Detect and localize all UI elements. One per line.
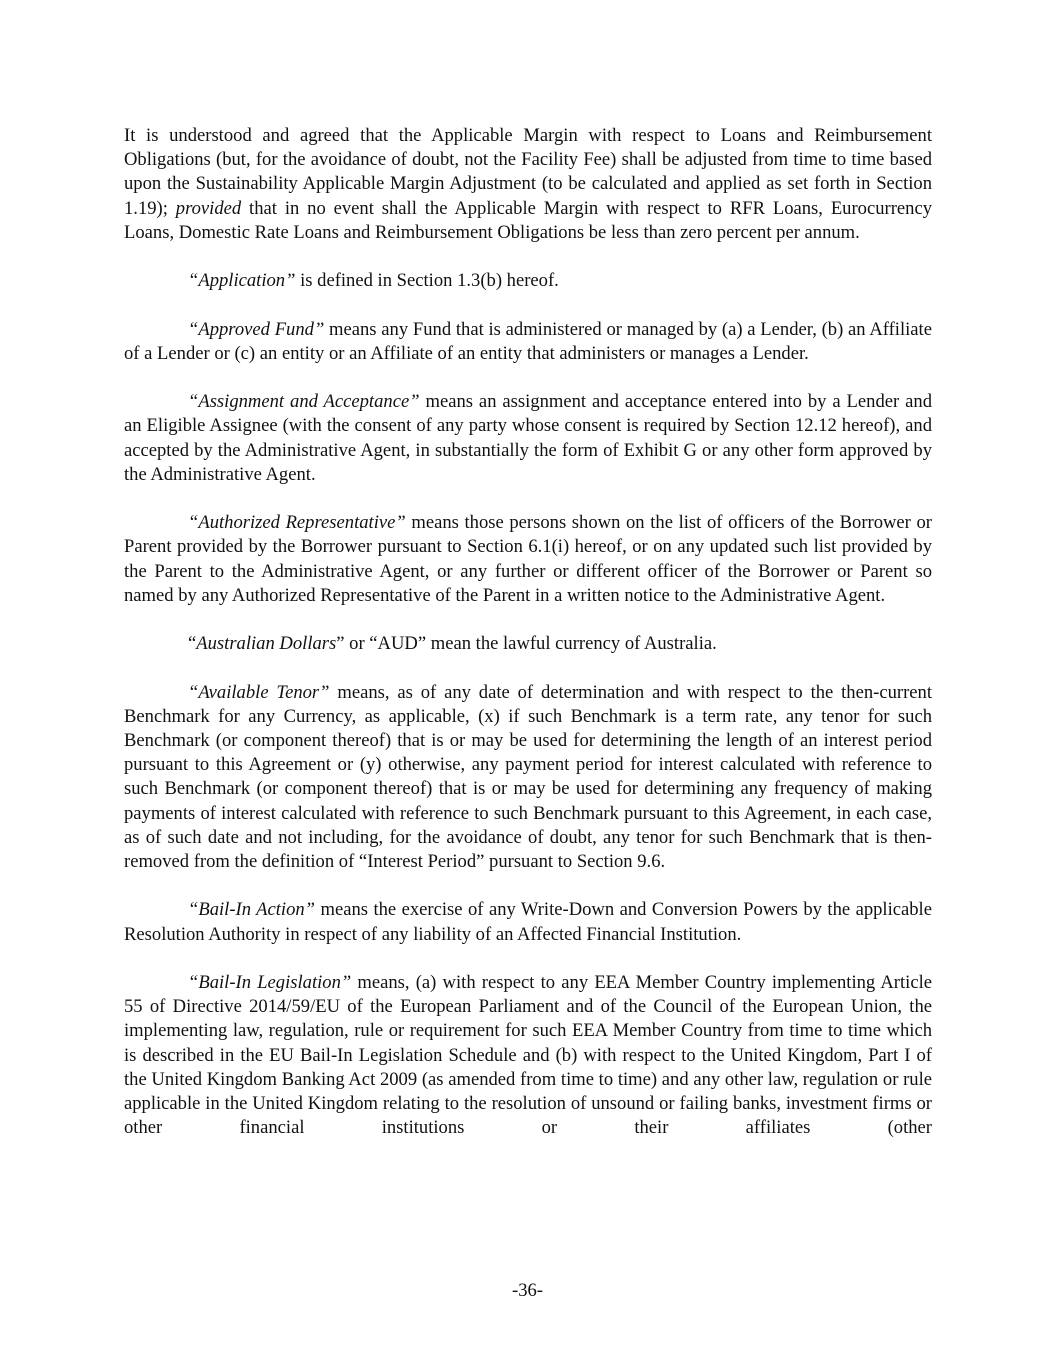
italic-provided: provided [175,197,242,219]
definition-text: ” or “AUD” mean the lawful currency of Australia. [336,633,717,655]
page-number: -36- [512,1280,543,1301]
definition-text: means any Fund that is administered or managed by (a) a Lender, (b) an Affiliate of a Lender or (c) an entity or an Affiliate of an entity that administers or manages a Lender. [124,318,932,364]
definition-authorized-representative [124,511,932,608]
definition-available-tenor [124,681,932,875]
definition-text: means the exercise of any Write-Down and Conversion Powers by the applicable Resolution Authority in respect of any liability of an Affected Financial Institution. [124,899,932,945]
definition-australian-dollars [124,632,932,656]
defined-term: “Application” [188,270,296,292]
open-quote: “ [188,633,197,655]
definition-approved-fund [124,318,932,366]
definition-bail-in-legislation [124,971,932,1140]
defined-term: “Bail-In Legislation” [188,971,352,993]
document-body [124,124,932,1140]
definition-text: means, (a) with respect to any EEA Member Country implementing Article 55 of Directive 2014/59/EU of the European Parliament and of the Council of the European Union, the implementing law, regulation, rule or requirement for such EEA Member Country from time to time which is described in the EU Bail-In Legislation Schedule and (b) with respect to the United Kingdom, Part I of the United Kingdom Banking Act 2009 (as amended from time to time) and any other law, regulation or rule applicable in the United Kingdom relating to the resolution of unsound or failing banks, investment firms or other financial institutions or their affiliates (other [124,971,932,1139]
definition-text: means, as of any date of determination and with respect to the then-current Benchmark for any Currency, as applicable, (x) if such Benchmark is a term rate, any tenor for such Benchmark (or component thereof) that is or may be used for determining the length of an interest period pursuant to this Agreement or (y) otherwise, any payment period for interest calculated with reference to such Benchmark (or component thereof) that is or may be used for determining any frequency of making payments of interest calculated with reference to such Benchmark pursuant to this Agreement, in each case, as of such date and not including, for the avoidance of doubt, any tenor for such Benchmark that is then-removed from the definition of “Interest Period” pursuant to Section 9.6. [124,681,932,872]
definition-text: is defined in Section 1.3(b) hereof. [295,270,559,292]
definition-text: means an assignment and acceptance entered into by a Lender and an Eligible Assignee (with the consent of any party whose consent is required by Section 12.12 hereof), and accepted by the Administrative Agent, in substantially the form of Exhibit G or any other form approved by the Administrative Agent. [124,391,932,485]
defined-term: Australian Dollars [196,633,337,655]
defined-term: “Bail-In Action” [188,899,316,921]
defined-term: “Authorized Representative” [188,512,406,534]
defined-term: “Assignment and Acceptance” [188,391,420,413]
defined-term: “Approved Fund” [188,318,325,340]
definition-text: means those persons shown on the list of officers of the Borrower or Parent provided by the Borrower pursuant to Section 6.1(i) hereof, or on any updated such list provided by the Parent to the Administrative Agent, or any further or different officer of the Borrower or Parent so named by any Authorized Representative of the Parent in a written notice to the Administrative Agent. [124,512,932,606]
paragraph-text-continued: that in no event shall the Applicable Margin with respect to RFR Loans, Eurocurrency Loans, Domestic Rate Loans and Reimbursement Obligations be less than zero percent per annum. [124,197,932,243]
paragraph-applicable-margin [124,124,932,245]
definition-bail-in-action [124,898,932,946]
defined-term: “Available Tenor” [188,681,330,703]
definition-application [124,269,932,293]
paragraph-text: It is understood and agreed that the Applicable Margin with respect to Loans and Reimbursement Obligations (but, for the avoidance of doubt, not the Facility Fee) shall be adjusted from time to time based upon the Sustainability Applicable Margin Adjustment (to be calculated and applied as set forth in Section 1.19); [124,125,932,219]
definition-assignment-and-acceptance [124,390,932,487]
